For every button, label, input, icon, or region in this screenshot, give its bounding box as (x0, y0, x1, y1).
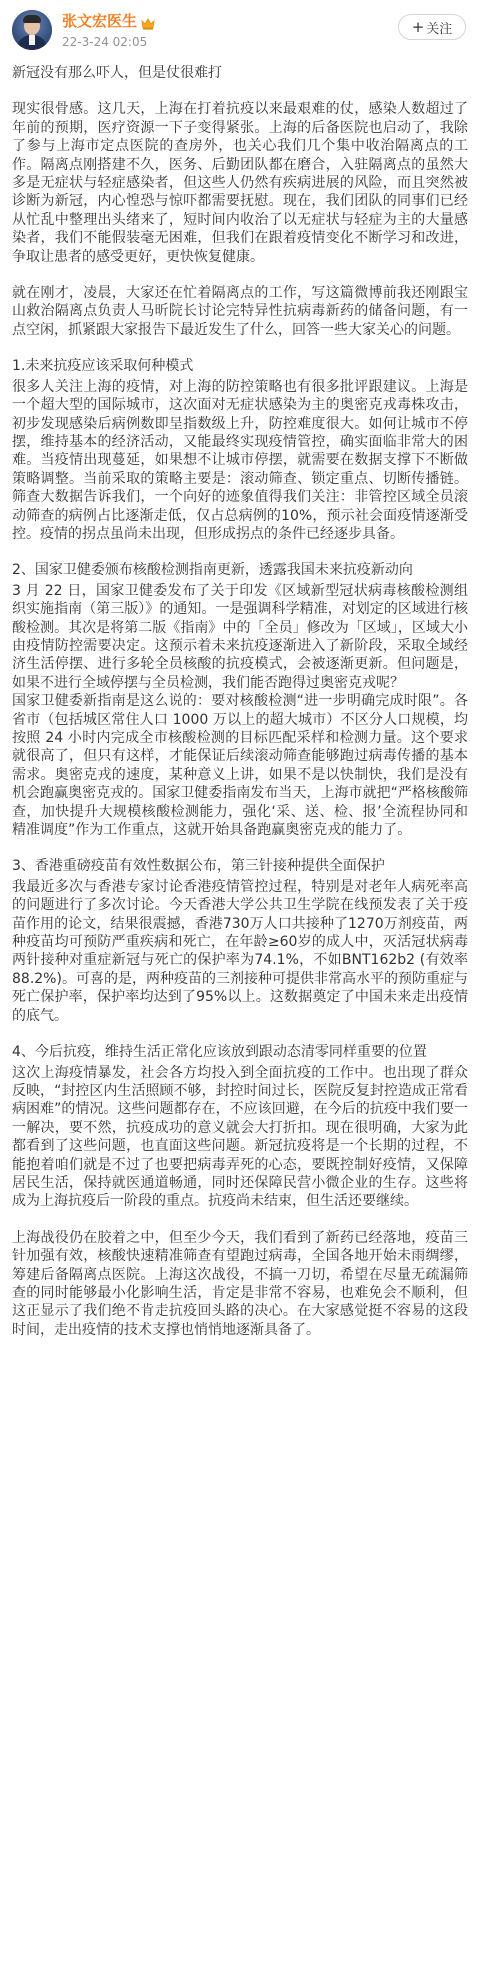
section3-title: 3、香港重磅疫苗有效性数据公布，第三针接种提供全面保护 (12, 858, 385, 875)
section3-body: 我最近多次与香港专家讨论香港疫情管控过程，特别是对老年人病死率高的问题进行了多次讨论。今天香港大学公共卫生学院在线预发表了关于疫苗作用的论文，结果很震撼，香港730万人口共接种了1270万剂疫苗，两种疫苗均可预防严重疾病和死亡，在年龄≥60岁的成人中，灭活冠状病毒两针接种对重症新冠与死亡的保护率为74.1%，不如BNT162b2 (有效率 88.2%)。可喜的是，两种疫苗的三剂接种可提供非常高水平的预防重症与死亡保护率，保护率均达到了95%以上。这数据奠定了中国未来走出疫情的底气。 (12, 878, 468, 1024)
post-header (0, 0, 480, 62)
section2-title: 2、国家卫健委颁布核酸检测指南更新，透露我国未来抗疫新动向 (12, 562, 413, 579)
section2-body-2: 国家卫健委新指南是这么说的：要对核酸检测“进一步明确完成时限”。各省市（包括城区常住人口 1000 万以上的超大城市）不区分人口规模，均按照 24 小时内完成全市核酸检测的目标匹配采样和检测力量。这个要求就很高了，但只有这样，才能保证后续滚动筛查能够跑过病毒传播的基本需求。奥密克戎的速度，某种意义上讲，如果不是以快制快，我们是没有机会跑赢奥密克戎的。国家卫健委指南发布当天，上海市就把“严格核酸筛查，加快提升大规模核酸检测能力，强化‘采、送、检、报’全流程协同和精准调度”作为工作重点，这就开始具备跑赢奥密克戎的能力了。 (12, 693, 468, 839)
post-conclusion: 上海战役仍在胶着之中，但至少今天，我们看到了新药已经落地，疫苗三针加强有效，核酸快速精准筛查有望跑过病毒，全国各地开始未雨绸缪，筹建后备隔离点医院。上海这次战役，不搞一刀切，希望在尽量无疏漏筛查的同时能够最小化影响生活，肯定是非常不容易，也难免会不顺利，但这正显示了我们绝不肯走抗疫回头路的决心。在大家感觉挺不容易的这段时间，走出疫情的技术支撑也悄悄地逐渐具备了。 (12, 1229, 468, 1338)
post-content (12, 64, 468, 1339)
post-intro: 现实很骨感。这几天，上海在打着抗疫以来最艰难的仗，感染人数超过了年前的预期，医疗资源一下子变得紧张。上海的后备医院也启动了，我除了参与上海市定点医院的查房外，也关心我们几个集中收治隔离点的工作。隔离点刚搭建不久，医务、后勤团队都在磨合，入驻隔离点的虽然大多是无症状与轻症感染者，但这些人仍然有疾病进展的风险，而且突然被诊断为新冠，内心惶恐与惊吓都需要抚慰。现在，我们团队的同事们已经从忙乱中整理出头绪来了，短时间内收治了以无症状与轻症为主的大量感染者，我们不能假装毫无困难，但我们在跟着疫情变化不断学习和改进，争取让患者的感受更好，更快恢复健康。 (12, 101, 468, 265)
section1-title: 1.未来抗疫应该采取何种模式 (12, 358, 194, 375)
author-name[interactable]: 张文宏医生 (62, 12, 138, 30)
section4-title: 4、今后抗疫，维持生活正常化应该放到跟动态清零同样重要的位置 (12, 1044, 427, 1061)
post-context: 就在刚才，凌晨，大家还在忙着隔离点的工作，写这篇微博前我还刚跟宝山救治隔离点负责人马昕院长讨论完特异性抗病毒新药的储备问题，有一点空闲，抓紧跟大家报告下最近发生了什么，回答一些大家关心的问题。 (12, 285, 468, 338)
post-title: 新冠没有那么吓人，但是仗很难打 (12, 65, 222, 81)
section1-body: 很多人关注上海的疫情，对上海的防控策略也有很多批评跟建议。上海是一个超大型的国际城市，这次面对无症状感染为主的奥密克戎毒株攻击，初步发现感染后病例数即呈指数级上升，防控难度很大。如何让城市不停摆，维持基本的经济活动，又能最终实现疫情管控，确实面临非常大的困难。当疫情出现蔓延，如果想不让城市停摆，就需要在数据支撑下不断做策略调整。当前采取的策略主要是：滚动筛查、锁定重点、切断传播链。筛查大数据告诉我们，一个向好的迹象值得我们关注：非管控区域全员滚动筛查的病例占比逐渐走低，仅占总病例的10%，预示社会面疫情逐渐受控。疫情的拐点虽尚未出现，但形成拐点的条件已经逐步具备。 (12, 378, 468, 542)
section2-body-1: 3 月 22 日，国家卫健委发布了关于印发《区域新型冠状病毒核酸检测组织实施指南（第三版）》的通知。一是强调科学精准，对划定的区域进行核酸检测。其次是将第二版《指南》中的「全员」修改为「区域」，区域大小由疫情防控需要决定。这预示着未来抗疫逐渐进入了新阶段，采取全域经济生活停摆、进行多轮全员核酸的抗疫模式，会被逐渐更新。但问题是，如果不进行全域停摆与全员检测，我们能否跑得过奥密克戎呢？ (12, 582, 468, 691)
section4-body: 这次上海疫情暴发，社会各方均投入到全面抗疫的工作中。也出现了群众反映，“封控区内生活照顾不够，封控时间过长，医院反复封控造成正常看病困难”的情况。这些问题都存在，不应该回避，在今后的抗疫中我们要一一解决，要不然，抗疫成功的意义就会大打折扣。现在很明确，大家为此都看到了这些问题，也直面这些问题。新冠抗疫将是一个长期的过程，不能抱着咱们就是不过了也要把病毒弄死的心态，要既控制好疫情，又保障居民生活，保持就医通道畅通，同时还保障民营小微企业的生存。这些将成为上海抗疫后一阶段的重点。抗疫尚未结束，但生活还要继续。 (12, 1064, 468, 1210)
follow-label: 关注 (426, 21, 453, 37)
post-time: 22-3-24 02:05 (62, 35, 148, 49)
follow-button[interactable] (398, 14, 466, 40)
author-row (62, 11, 155, 31)
avatar[interactable] (12, 10, 52, 50)
crown-icon (141, 15, 155, 28)
plus-icon: + (411, 18, 425, 36)
